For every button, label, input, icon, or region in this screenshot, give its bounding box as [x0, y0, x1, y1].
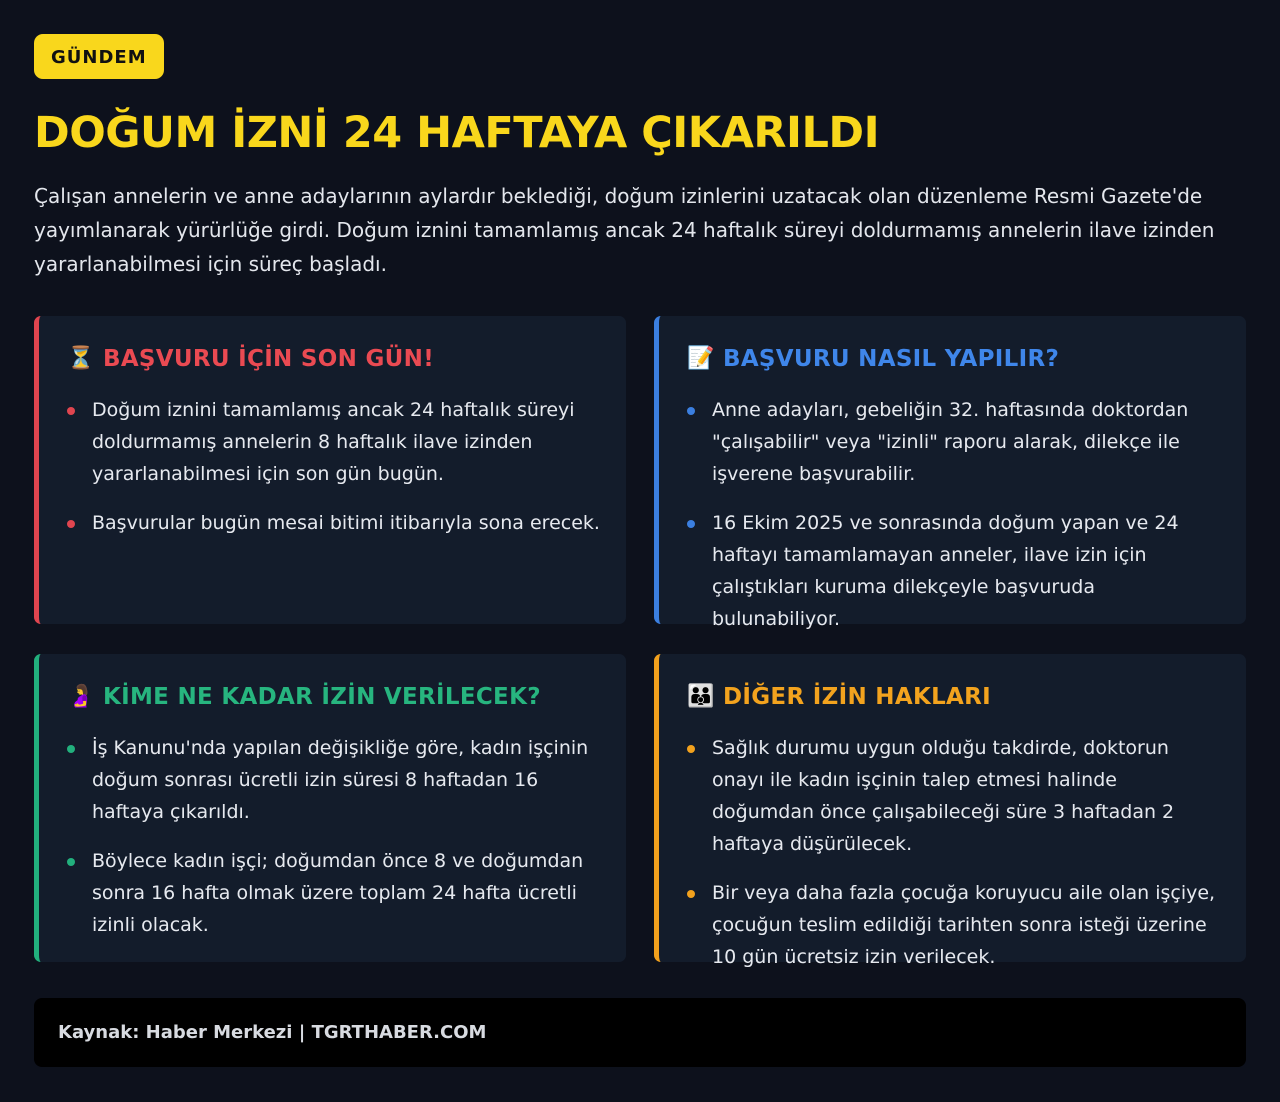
- list-item: İş Kanunu'nda yapılan değişikliğe göre, kadın işçinin doğum sonrası ücretli izin süresi 8 haftadan 16 haftaya çıkarıldı.: [67, 732, 600, 828]
- pregnant-woman-icon: 🤰: [67, 684, 95, 709]
- card-list: [67, 394, 600, 539]
- document-icon: 📝: [687, 346, 715, 371]
- bullet-dot: [67, 407, 75, 415]
- intro-paragraph: Çalışan annelerin ve anne adaylarının aylardır beklediği, doğum izinlerini uzatacak olan düzenleme Resmi Gazete'de yayımlanarak yürürlüğe girdi. Doğum iznini tamamlamış ancak 24 haftalık süreyi doldurmamış annelerin ilave izinden yararlanabilmesi için süreç başladı.: [34, 184, 1215, 276]
- bullet-dot: [687, 407, 695, 415]
- card-other-leave-rights: [654, 654, 1246, 968]
- bullet-dot: [67, 858, 75, 866]
- card-application-deadline: [34, 316, 626, 624]
- card-list: [687, 732, 1220, 973]
- list-item: 16 Ekim 2025 ve sonrasında doğum yapan ve 24 haftayı tamamlamayan anneler, ilave izin için çalıştıkları kuruma dilekçeyle başvuruda bulunabiliyor.: [687, 507, 1220, 635]
- bullet-dot: [687, 520, 695, 528]
- card-title: DİĞER İZİN HAKLARI: [723, 684, 992, 710]
- list-item: Doğum iznini tamamlamış ancak 24 haftalık süreyi doldurmamış annelerin 8 haftalık ilave izinden yararlanabilmesi için son gün bugün.: [67, 394, 600, 490]
- family-icon: 👪: [687, 684, 715, 709]
- list-item: Anne adayları, gebeliğin 32. haftasında doktordan "çalışabilir" veya "izinli" raporu alarak, dilekçe ile işverene başvurabilir.: [687, 394, 1220, 490]
- list-item: Sağlık durumu uygun olduğu takdirde, doktorun onayı ile kadın işçinin talep etmesi halinde doğumdan önce çalışabileceği süre 3 haftadan 2 haftaya düşürülecek.: [687, 732, 1220, 860]
- bullet-dot: [687, 890, 695, 898]
- card-title: BAŞVURU NASIL YAPILIR?: [723, 346, 1060, 372]
- card-leave-duration: [34, 654, 626, 962]
- card-title: KİME NE KADAR İZİN VERİLECEK?: [103, 684, 541, 710]
- card-list: [687, 394, 1220, 635]
- headline: DOĞUM İZNİ 24 HAFTAYA ÇIKARILDI: [34, 108, 880, 158]
- bullet-dot: [67, 745, 75, 753]
- hourglass-icon: ⏳: [67, 346, 95, 371]
- bullet-dot: [687, 745, 695, 753]
- source-footer: Kaynak: Haber Merkezi | TGRTHABER.COM: [34, 998, 1246, 1067]
- category-badge: GÜNDEM: [34, 34, 164, 79]
- card-list: [67, 732, 600, 941]
- card-title: BAŞVURU İÇİN SON GÜN!: [103, 346, 434, 372]
- card-how-to-apply: [654, 316, 1246, 630]
- bullet-dot: [67, 520, 75, 528]
- list-item: Bir veya daha fazla çocuğa koruyucu aile olan işçiye, çocuğun teslim edildiği tarihten sonra isteği üzerine 10 gün ücretsiz izin verilecek.: [687, 877, 1220, 973]
- list-item: Başvurular bugün mesai bitimi itibarıyla sona erecek.: [67, 507, 600, 539]
- list-item: Böylece kadın işçi; doğumdan önce 8 ve doğumdan sonra 16 hafta olmak üzere toplam 24 hafta ücretli izinli olacak.: [67, 845, 600, 941]
